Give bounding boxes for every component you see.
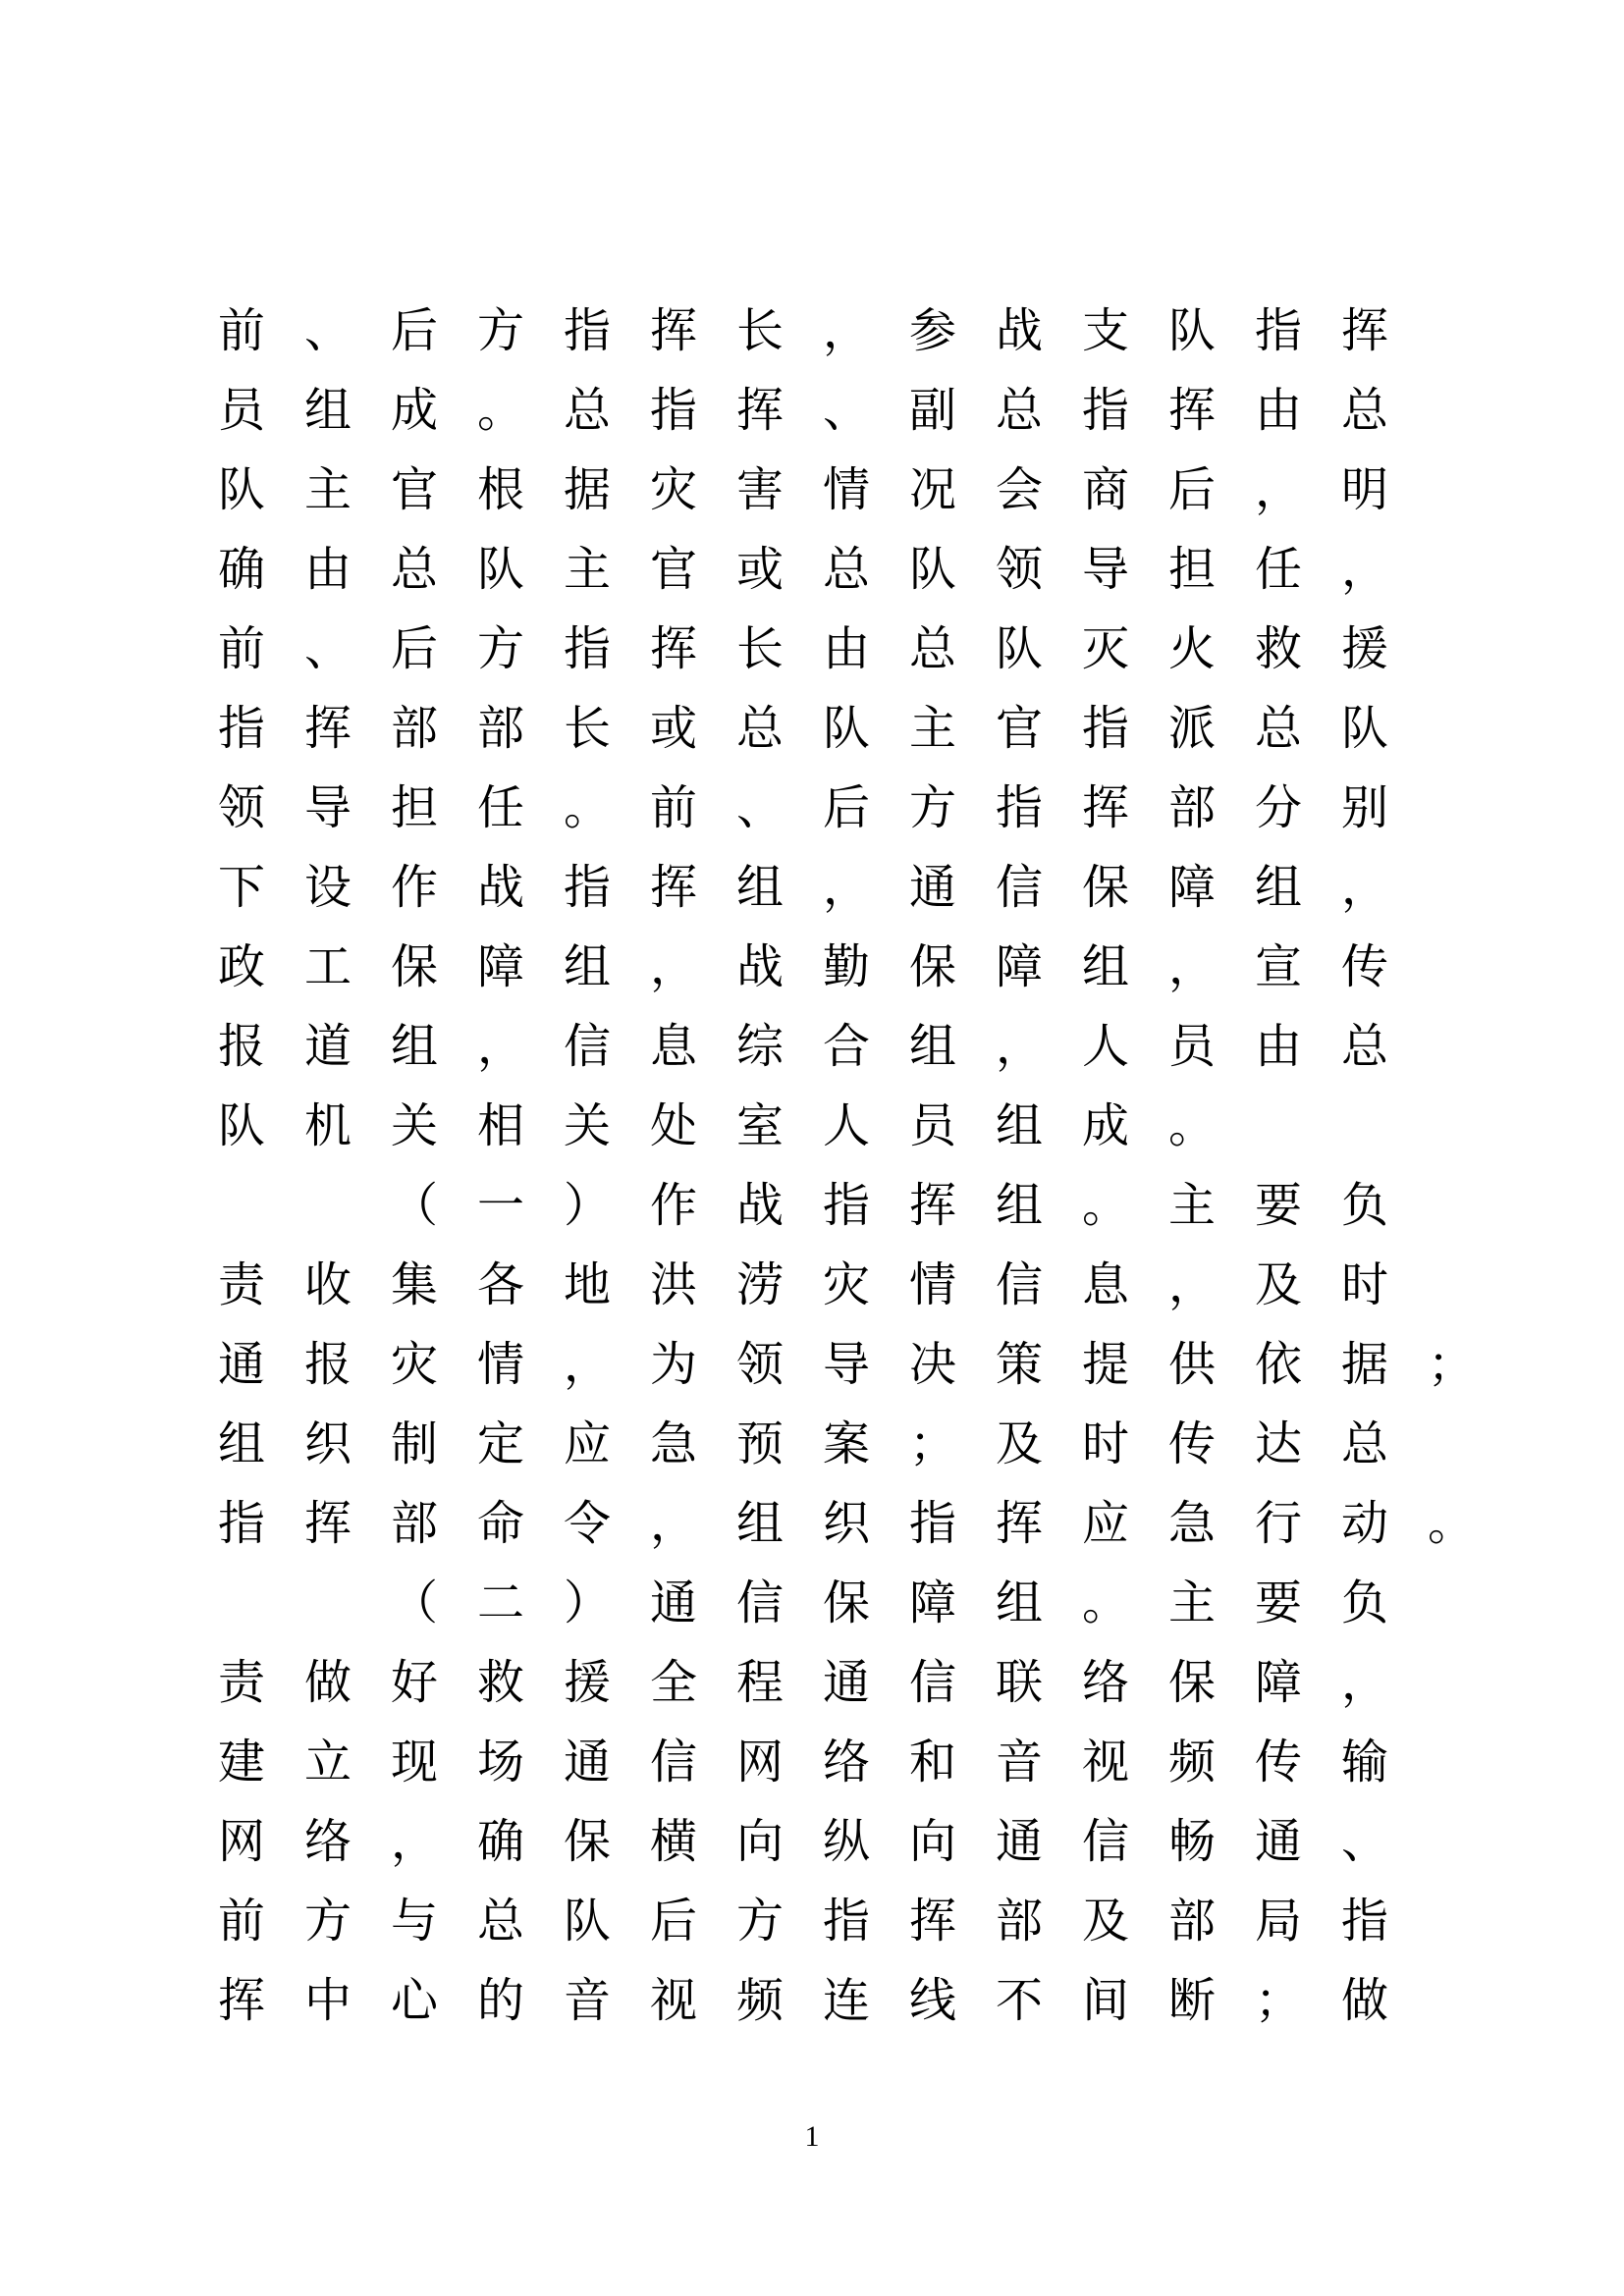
text-line: 挥中心的音视频连线不间断；做 [218, 1973, 1429, 2028]
text-line: 确由总队主官或总队领导担任， [218, 542, 1429, 597]
text-line: 责收集各地洪涝灾情信息，及时 [218, 1257, 1429, 1312]
page-number: 1 [804, 2120, 820, 2153]
document-body [218, 292, 1612, 2041]
text-line: 报道组，信息综合组，人员由总 [218, 1019, 1429, 1074]
text-line: 员组成。总指挥、副总指挥由总 [218, 383, 1429, 438]
text-line: 指挥部命令，组织指挥应急行动。 [218, 1496, 1515, 1551]
text-line: 组织制定应急预案；及时传达总 [218, 1416, 1429, 1471]
text-line: 前、后方指挥长由总队灭火救援 [218, 621, 1429, 676]
section-heading-line: （二）通信保障组。主要负 [391, 1575, 1429, 1630]
text-line: 建立现场通信网络和音视频传输 [218, 1735, 1429, 1789]
text-line: 责做好救援全程通信联络保障， [218, 1655, 1429, 1710]
text-line: 指挥部部长或总队主官指派总队 [218, 701, 1429, 756]
text-line: 队主官根据灾害情况会商后，明 [218, 462, 1429, 517]
text-line: 领导担任。前、后方指挥部分别 [218, 780, 1429, 835]
text-line: 下设作战指挥组，通信保障组， [218, 860, 1429, 915]
section-heading-line: （一）作战指挥组。主要负 [391, 1178, 1429, 1233]
text-line: 政工保障组，战勤保障组，宣传 [218, 939, 1429, 994]
text-line: 前、后方指挥长，参战支队指挥 [218, 303, 1429, 358]
text-line: 队机关相关处室人员组成。 [218, 1098, 1256, 1153]
text-line: 网络，确保横向纵向通信畅通、 [218, 1814, 1429, 1869]
text-line: 通报灾情，为领导决策提供依据； [218, 1337, 1515, 1392]
text-line: 前方与总队后方指挥部及部局指 [218, 1894, 1429, 1949]
